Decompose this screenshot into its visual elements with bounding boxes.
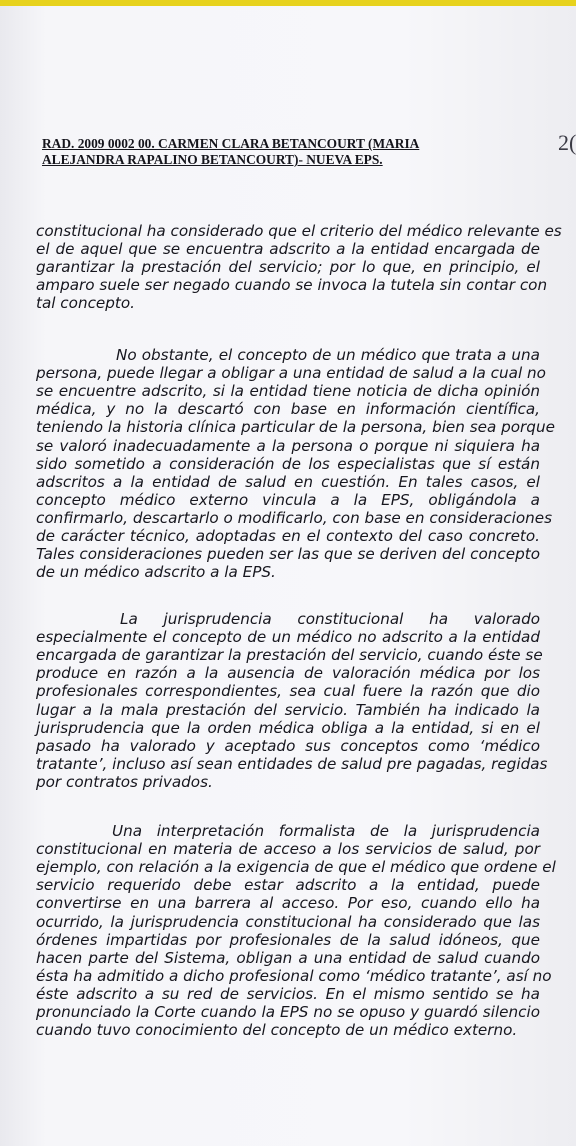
paragraph-line: se valoró inadecuadamente a la persona o porque ni siquiera ha <box>36 436 540 455</box>
paragraph-line: por contratos privados. <box>36 772 213 791</box>
paragraph-line: servicio requerido debe estar adscrito a la entidad, puede <box>36 876 540 895</box>
paragraph-line: adscritos a la entidad de salud en cuestión. En tales casos, el <box>36 472 540 491</box>
paragraph-line: lugar a la mala prestación del servicio. También ha indicado la <box>36 700 540 719</box>
paragraph-line: pronunciado la Corte cuando la EPS no se opuso y guardó silencio <box>36 1003 540 1021</box>
paragraph-line: convertirse en una barrera al acceso. Por eso, cuando ello ha <box>36 894 540 913</box>
paragraph-line: constitucional en materia de acceso a los servicios de salud, por <box>36 840 540 859</box>
paragraph-line: jurisprudencia que la orden médica obliga a la entidad, si en el <box>36 718 540 737</box>
paragraph-line: hacen parte del Sistema, obligan a una entidad de salud cuando <box>36 948 540 967</box>
paragraph-line: órdenes impartidas por profesionales de la salud idóneos, que <box>36 930 540 949</box>
page-number: 2( <box>558 130 576 155</box>
paragraph-line: teniendo la historia clínica particular de la persona, bien sea porque <box>36 418 555 437</box>
paragraph-line: ésta ha admitido a dicho profesional como ‘médico tratante’, así no <box>36 966 552 985</box>
paragraph-line: ocurrido, la jurisprudencia constitucional ha considerado que las <box>36 912 540 931</box>
case-header-line: RAD. 2009 0002 00. CARMEN CLARA BETANCOURT (MARIA <box>42 136 420 151</box>
paragraph-line: de carácter técnico, adoptadas en el contexto del caso concreto. <box>36 527 540 545</box>
paragraph-line: médica, y no la descartó con base en información científica, <box>36 400 540 419</box>
paragraph-line: profesionales correspondientes, sea cual fuere la razón que dio <box>36 682 540 701</box>
paragraph-line: confirmarlo, descartarlo o modificarlo, con base en consideraciones <box>36 508 553 527</box>
case-header-line: ALEJANDRA RAPALINO BETANCOURT)- NUEVA EPS. <box>42 152 383 167</box>
case-header <box>42 136 472 168</box>
paragraph-line: el de aquel que se encuentra adscrito a la entidad encargada de <box>36 240 540 259</box>
paragraph-line: tratante’, incluso así sean entidades de salud pre pagadas, regidas <box>36 754 548 773</box>
paragraph-line: sido sometido a consideración de los especialistas que sí están <box>36 454 540 473</box>
paragraph-line: produce en razón a la ausencia de valoración médica por los <box>36 664 540 683</box>
paragraph-line: ejemplo, con relación a la exigencia de que el médico que ordene el <box>36 858 556 877</box>
paragraph-line: constitucional ha considerado que el criterio del médico relevante es <box>36 222 562 240</box>
paragraph-line: persona, puede llegar a obligar a una entidad de salud a la cual no <box>36 364 546 383</box>
paragraph-line: éste adscrito a su red de servicios. En el mismo sentido se ha <box>36 984 540 1003</box>
paragraph-line: Tales consideraciones pueden ser las que se deriven del concepto <box>36 545 540 564</box>
paragraph-line: garantizar la prestación del servicio; por lo que, en principio, el <box>36 258 540 277</box>
paragraph-line: encargada de garantizar la prestación del servicio, cuando éste se <box>36 646 543 665</box>
paragraph-line: La jurisprudencia constitucional ha valorado <box>120 610 540 628</box>
paragraph-line: No obstante, el concepto de un médico que trata a una <box>116 346 540 364</box>
paragraph-line: cuando tuvo conocimiento del concepto de un médico externo. <box>36 1021 518 1040</box>
paragraph-line: Una interpretación formalista de la jurisprudencia <box>112 822 540 840</box>
paragraph-line: concepto médico externo vincula a la EPS, obligándola a <box>36 490 540 509</box>
paragraph-line: pasado ha valorado y aceptado sus conceptos como ‘médico <box>36 736 540 755</box>
paragraph-line: se encuentre adscrito, si la entidad tiene noticia de dicha opinión <box>36 382 540 401</box>
paragraph-line: tal concepto. <box>36 294 135 313</box>
paragraph-line: amparo suele ser negado cuando se invoca la tutela sin contar con <box>36 276 548 295</box>
paragraph-line: de un médico adscrito a la EPS. <box>36 563 276 582</box>
paragraph-line: especialmente el concepto de un médico no adscrito a la entidad <box>36 628 540 647</box>
